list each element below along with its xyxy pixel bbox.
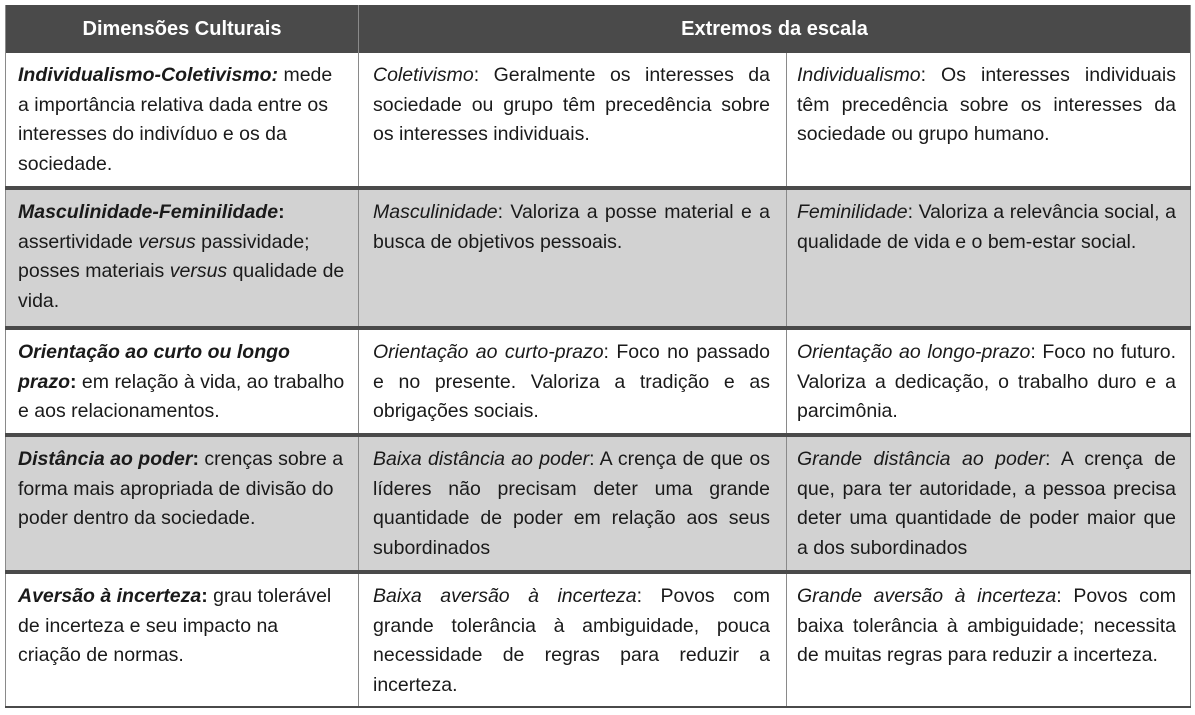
high-extreme-description: : Foco no futuro. Valoriza a dedicação, o trabalho duro e a parcimônia.	[797, 341, 1176, 423]
dimension-cell	[6, 572, 359, 707]
high-extreme-term: Orientação ao longo-prazo	[797, 341, 1031, 363]
dimension-term: Individualismo-Coletivismo:	[18, 64, 279, 86]
low-extreme-term: Baixa distância ao poder	[373, 448, 590, 470]
low-extreme-description: : A crença de que os líderes não precisam deter uma grande quantidade de poder em relação aos seus subordinados	[373, 448, 770, 559]
low-extreme-cell	[359, 328, 787, 435]
dimension-term: Masculinidade-Feminilidade	[18, 201, 279, 223]
low-extreme-term: Baixa aversão à incerteza	[373, 585, 637, 607]
high-extreme-term: Individualismo	[797, 64, 921, 86]
versus-text: versus	[169, 260, 228, 283]
high-extreme-term: Grande aversão à incerteza	[797, 585, 1057, 607]
low-extreme-description: : Geralmente os interesses da sociedade ou grupo têm precedência sobre os interesses individuais.	[373, 64, 770, 146]
high-extreme-cell	[787, 53, 1191, 188]
cultural-dimensions-table	[5, 5, 1191, 708]
table-row	[6, 328, 1191, 435]
dimension-cell	[6, 435, 359, 572]
low-extreme-description: : Valoriza a posse material e a busca de objetivos pessoais.	[373, 201, 770, 253]
dimension-term: Distância ao poder	[18, 448, 193, 470]
dimension-description: grau tolerável de incerteza e seu impacto na criação de normas.	[18, 585, 332, 667]
high-extreme-description: : Valoriza a relevância social, a qualidade de vida e o bem-estar social.	[797, 201, 1176, 253]
dimension-term: Aversão à incerteza	[18, 585, 202, 607]
low-extreme-cell	[359, 572, 787, 707]
table-row	[6, 572, 1191, 707]
high-extreme-description: : A crença de que, para ter autoridade, a pessoa precisa deter uma quantidade de poder maior que a dos subordinados	[797, 448, 1176, 559]
high-extreme-description: : Os interesses individuais têm precedência sobre os interesses da sociedade ou grupo humano.	[797, 64, 1176, 146]
dimension-cell	[6, 188, 359, 328]
high-extreme-term: Grande distância ao poder	[797, 448, 1046, 470]
dimension-description: qualidade de vida.	[18, 260, 345, 312]
low-extreme-term: Coletivismo	[373, 64, 474, 86]
dimension-description: crenças sobre a forma mais apropriada de divisão do poder dentro da sociedade.	[18, 448, 344, 530]
low-extreme-description: : Foco no passado e no presente. Valoriza a tradição e as obrigações sociais.	[373, 341, 770, 423]
high-extreme-cell	[787, 328, 1191, 435]
low-extreme-description: : Povos com grande tolerância à ambiguidade, pouca necessidade de regras para reduzir a incerteza.	[373, 585, 770, 696]
table-row	[6, 188, 1191, 328]
header-extremes: Extremos da escala	[359, 5, 1191, 53]
high-extreme-term: Feminilidade	[797, 201, 908, 223]
dimension-description: assertividade	[18, 230, 139, 253]
table-header	[6, 5, 1191, 53]
table-row	[6, 53, 1191, 188]
header-dimensions: Dimensões Culturais	[6, 5, 359, 53]
dimension-colon: :	[70, 370, 77, 393]
versus-text: versus	[138, 230, 196, 253]
dimension-cell	[6, 53, 359, 188]
high-extreme-cell	[787, 435, 1191, 572]
dimension-description: em relação à vida, ao trabalho e aos relacionamentos.	[18, 370, 345, 423]
dimension-description: passividade; posses materiais	[18, 230, 310, 283]
dimension-colon: :	[192, 448, 199, 470]
low-extreme-cell	[359, 435, 787, 572]
low-extreme-cell	[359, 188, 787, 328]
low-extreme-cell	[359, 53, 787, 188]
high-extreme-cell	[787, 572, 1191, 707]
dimension-colon: :	[201, 585, 208, 607]
high-extreme-description: : Povos com baixa tolerância à ambiguidade; necessita de muitas regras para reduzir a incerteza.	[797, 585, 1176, 667]
table-row	[6, 435, 1191, 572]
dimension-colon: :	[278, 201, 285, 223]
low-extreme-term: Masculinidade	[373, 201, 498, 223]
low-extreme-term: Orientação ao curto-prazo	[373, 341, 604, 363]
dimension-term: Orientação ao curto ou longo prazo	[18, 341, 290, 393]
dimension-cell	[6, 328, 359, 435]
dimension-description: mede a importância relativa dada entre os interesses do indivíduo e os da sociedade.	[18, 64, 333, 175]
high-extreme-cell	[787, 188, 1191, 328]
